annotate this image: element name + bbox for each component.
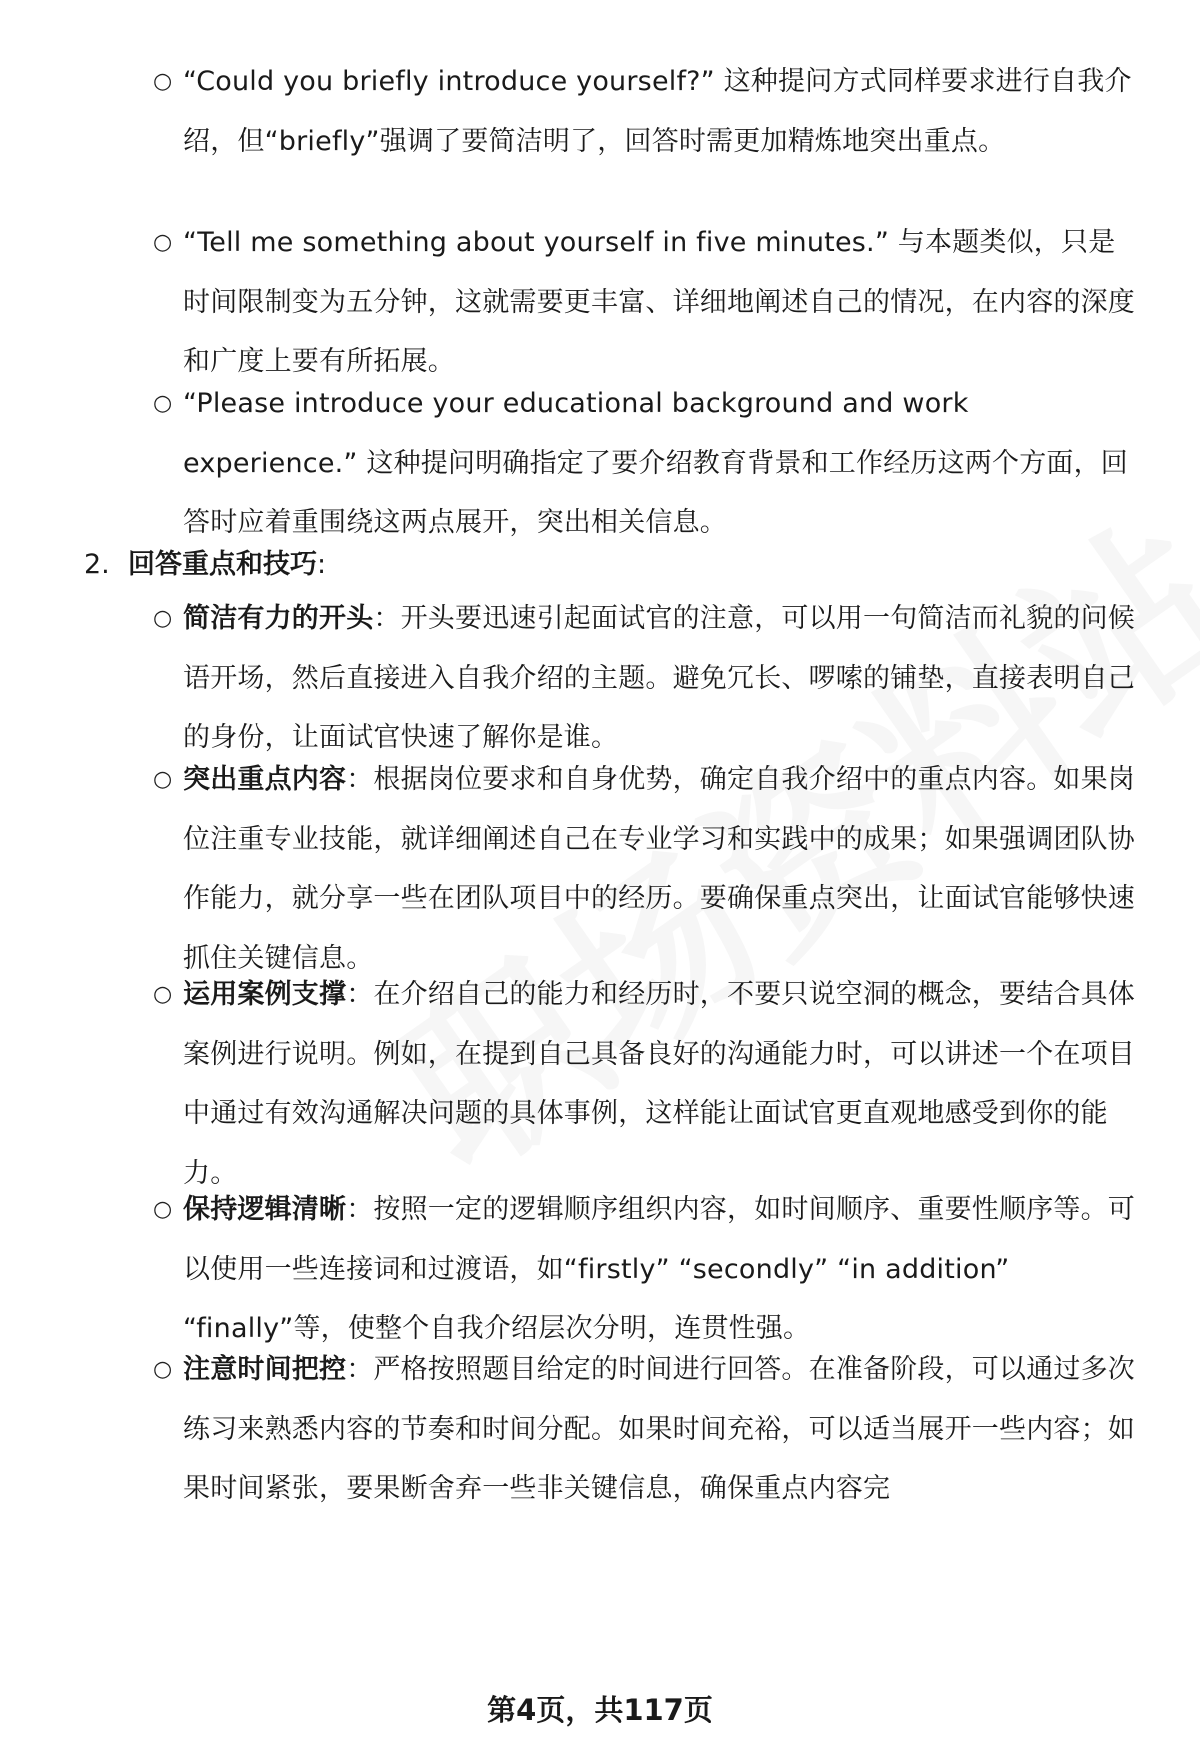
- bullet-icon: ○: [153, 982, 173, 1007]
- list-item-text: “Could you briefly introduce yourself?” 这种提问方式同样要求进行自我介绍，但“briefly”强调了要简洁明了，回答时需更加精炼地突出重点。: [183, 66, 1132, 157]
- page-footer: 第4页，共117页: [487, 1693, 713, 1727]
- section-heading: [84, 535, 1084, 595]
- list-item-text: “Please introduce your educational background and work experience.” 这种提问明确指定了要介绍教育背景和工作经历这两个方面，回答时应着重围绕这两点展开，突出相关信息。: [183, 388, 1128, 538]
- bullet-icon: ○: [153, 391, 173, 416]
- list-item-heading: 运用案例支撑: [183, 979, 347, 1010]
- list-item: [153, 1340, 1136, 1519]
- section-title: 回答重点和技巧: [128, 549, 317, 580]
- list-item: [153, 213, 1135, 392]
- list-item-text: ：按照一定的逻辑顺序组织内容，如时间顺序、重要性顺序等。可以使用一些连接词和过渡语，如“firstly” “secondly” “in addition” “finally”等，使整个自我介绍层次分明，连贯性强。: [183, 1194, 1136, 1344]
- list-item: [153, 750, 1136, 988]
- list-item-heading: 注意时间把控: [183, 1354, 347, 1385]
- list-item: [153, 1180, 1136, 1359]
- list-item: [153, 589, 1136, 768]
- list-item-heading: 简洁有力的开头: [183, 603, 374, 634]
- bullet-icon: ○: [153, 606, 173, 631]
- list-item-text: ：开头要迅速引起面试官的注意，可以用一句简洁而礼貌的问候语开场，然后直接进入自我介绍的主题。避免冗长、啰嗦的铺垫，直接表明自己的身份，让面试官快速了解你是谁。: [183, 603, 1136, 753]
- list-item: [153, 52, 1135, 171]
- list-item: [153, 965, 1136, 1203]
- list-item-text: ：严格按照题目给定的时间进行回答。在准备阶段，可以通过多次练习来熟悉内容的节奏和时间分配。如果时间充裕，可以适当展开一些内容；如果时间紧张，要果断舍弃一些非关键信息，确保重点内容完: [183, 1354, 1136, 1504]
- bullet-icon: ○: [153, 767, 173, 792]
- list-item: [153, 374, 1135, 553]
- bullet-icon: ○: [153, 230, 173, 255]
- list-item-text: ：根据岗位要求和自身优势，确定自我介绍中的重点内容。如果岗位注重专业技能，就详细阐述自己在专业学习和实践中的成果；如果强调团队协作能力，就分享一些在团队项目中的经历。要确保重点突出，让面试官能够快速抓住关键信息。: [183, 764, 1136, 974]
- bullet-icon: ○: [153, 1197, 173, 1222]
- bullet-icon: ○: [153, 1357, 173, 1382]
- section-number: 2.: [84, 549, 110, 580]
- list-item-text: ：在介绍自己的能力和经历时，不要只说空洞的概念，要结合具体案例进行说明。例如，在提到自己具备良好的沟通能力时，可以讲述一个在项目中通过有效沟通解决问题的具体事例，这样能让面试官更直观地感受到你的能力。: [183, 979, 1136, 1189]
- list-item-heading: 保持逻辑清晰: [183, 1194, 347, 1225]
- list-item-heading: 突出重点内容: [183, 764, 347, 795]
- bullet-icon: ○: [153, 69, 173, 94]
- section-colon: :: [317, 549, 327, 580]
- list-item-text: “Tell me something about yourself in five minutes.” 与本题类似，只是时间限制变为五分钟，这就需要更丰富、详细地阐述自己的情况，在内容的深度和广度上要有所拓展。: [183, 227, 1135, 377]
